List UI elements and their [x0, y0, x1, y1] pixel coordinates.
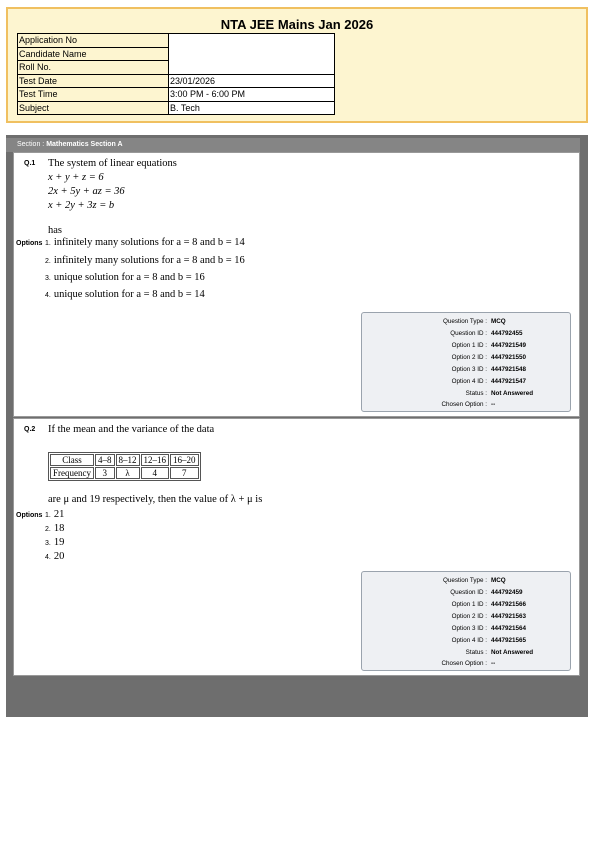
info-value: 3:00 PM - 6:00 PM [169, 88, 335, 102]
info-key: Question Type : [443, 577, 487, 584]
table-cell: λ [116, 467, 140, 479]
equation-1: x + y + z = 6 [48, 172, 104, 183]
table-row [50, 454, 199, 466]
info-value: 4447921564 [491, 625, 527, 632]
info-value: 444792455 [491, 330, 523, 337]
info-value: -- [491, 401, 496, 408]
frequency-table [48, 452, 201, 481]
info-key: Option 4 ID : [451, 378, 487, 385]
candidate-blank-value [169, 34, 335, 75]
question-text-after: has [48, 225, 62, 236]
option-text: 21 [53, 509, 65, 520]
info-label: Subject [18, 101, 169, 115]
option-number: 3. [45, 275, 51, 282]
option-number: 1. [45, 240, 51, 247]
equation-3: x + 2y + 3z = b [48, 200, 115, 211]
info-row-test-date [18, 74, 335, 88]
options-label: Options [16, 512, 43, 519]
info-value: Not Answered [491, 649, 534, 656]
option-text: unique solution for a = 8 and b = 14 [53, 289, 205, 300]
info-label: Test Time [18, 88, 169, 102]
info-value: B. Tech [169, 101, 335, 115]
option-4[interactable] [45, 551, 64, 562]
option-text: unique solution for a = 8 and b = 16 [53, 272, 205, 283]
question-text: If the mean and the variance of the data [48, 424, 215, 435]
table-cell: 16–20 [170, 454, 199, 466]
candidate-info-table [17, 33, 335, 115]
option-2[interactable] [45, 255, 245, 266]
info-value: 4447921563 [491, 613, 527, 620]
info-value: 23/01/2026 [169, 74, 335, 88]
option-number: 4. [45, 554, 51, 561]
info-key: Option 4 ID : [451, 637, 487, 644]
info-key: Status : [465, 649, 487, 656]
info-key: Question Type : [443, 318, 487, 325]
info-value: 4447921550 [491, 354, 527, 361]
option-number: 2. [45, 258, 51, 265]
info-label: Roll No. [18, 61, 169, 75]
info-value: -- [491, 660, 496, 667]
option-text: 20 [53, 551, 65, 562]
option-3[interactable] [45, 537, 64, 548]
info-value: 4447921566 [491, 601, 527, 608]
info-value: MCQ [491, 577, 506, 584]
option-number: 4. [45, 292, 51, 299]
info-key: Option 3 ID : [451, 366, 487, 373]
table-cell: Class [50, 454, 94, 466]
equation-2: 2x + 5y + az = 36 [48, 186, 125, 197]
page-title: NTA JEE Mains Jan 2026 [220, 17, 374, 32]
option-text: 18 [53, 523, 65, 534]
table-cell: Frequency [50, 467, 94, 479]
question-card-2 [13, 418, 580, 676]
option-text: infinitely many solutions for a = 8 and b = 16 [53, 255, 245, 266]
info-row-application-no [18, 34, 335, 48]
info-row-test-time [18, 88, 335, 102]
question-number: Q.1 [24, 160, 36, 167]
table-cell: 4 [141, 467, 170, 479]
option-1[interactable] [45, 237, 245, 248]
question-text: The system of linear equations [48, 158, 177, 169]
info-value: 4447921548 [491, 366, 527, 373]
section-name: Mathematics Section A [46, 141, 123, 148]
question-info-box [361, 571, 571, 671]
option-text: 19 [53, 537, 65, 548]
info-key: Chosen Option : [441, 660, 487, 667]
option-4[interactable] [45, 289, 205, 300]
info-row-subject [18, 101, 335, 115]
info-key: Option 1 ID : [451, 601, 487, 608]
table-row [50, 467, 199, 479]
option-number: 3. [45, 540, 51, 547]
info-value: MCQ [491, 318, 506, 325]
section-bar [6, 138, 580, 152]
info-value: 4447921565 [491, 637, 527, 644]
option-1[interactable] [45, 509, 64, 520]
table-cell: 8–12 [116, 454, 140, 466]
options-label: Options [16, 240, 43, 247]
info-key: Option 3 ID : [451, 625, 487, 632]
info-label: Application No [18, 34, 169, 48]
info-key: Status : [465, 390, 487, 397]
info-value: 444792459 [491, 589, 523, 596]
info-key: Chosen Option : [441, 401, 487, 408]
info-value: Not Answered [491, 390, 534, 397]
info-key: Question ID : [450, 330, 487, 337]
info-label: Candidate Name [18, 47, 169, 61]
option-number: 1. [45, 512, 51, 519]
option-text: infinitely many solutions for a = 8 and b = 14 [53, 237, 245, 248]
question-text-after: are μ and 19 respectively, then the value of λ + μ is [48, 494, 263, 505]
info-label: Test Date [18, 74, 169, 88]
info-key: Question ID : [450, 589, 487, 596]
question-card-1 [13, 152, 580, 417]
option-2[interactable] [45, 523, 64, 534]
info-value: 4447921549 [491, 342, 527, 349]
question-info-box [361, 312, 571, 412]
section-prefix: Section : [17, 141, 47, 148]
option-number: 2. [45, 526, 51, 533]
question-number: Q.2 [24, 426, 36, 433]
table-cell: 7 [170, 467, 199, 479]
info-key: Option 2 ID : [451, 613, 487, 620]
table-cell: 4–8 [95, 454, 115, 466]
table-cell: 3 [95, 467, 115, 479]
info-value: 4447921547 [491, 378, 527, 385]
candidate-header [6, 7, 588, 123]
info-key: Option 2 ID : [451, 354, 487, 361]
info-key: Option 1 ID : [451, 342, 487, 349]
table-cell: 12–16 [141, 454, 170, 466]
option-3[interactable] [45, 272, 205, 283]
